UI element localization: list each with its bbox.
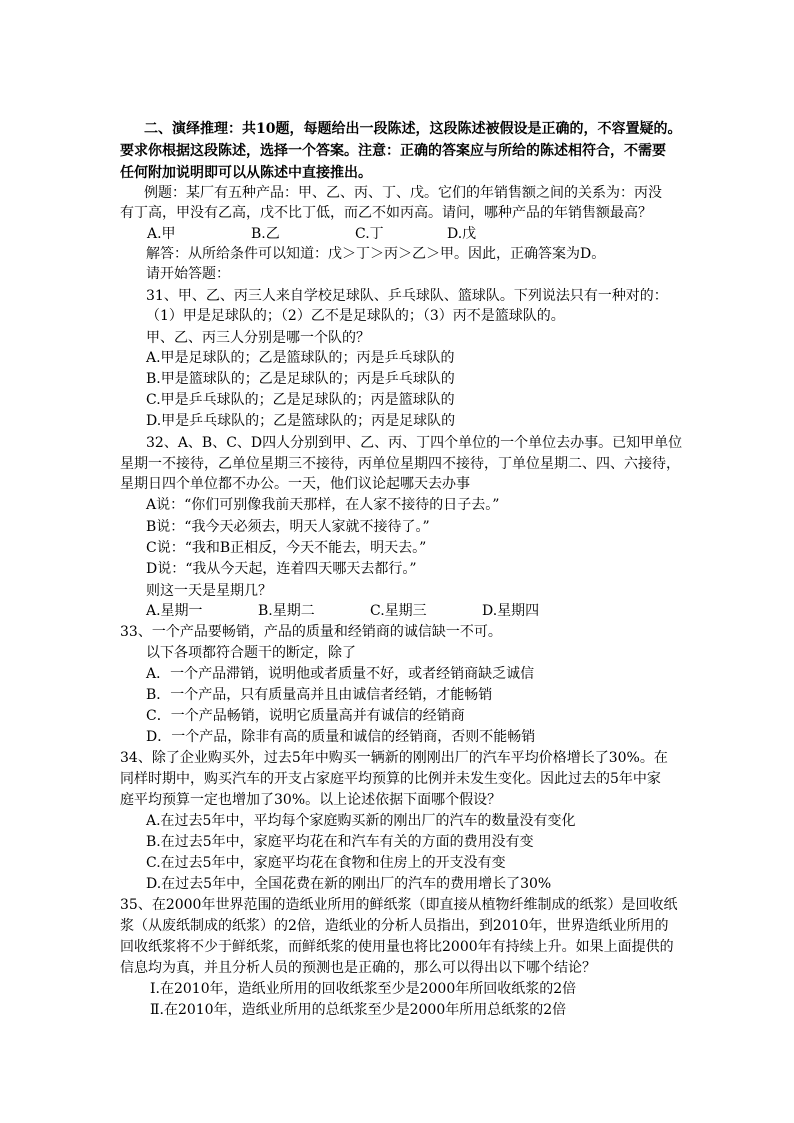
example-text: 有丁高，甲没有乙高，戊不比丁低，而乙不如丙高。请问，哪种产品的年销售额最高？ — [120, 205, 652, 221]
option-b: B.乙 — [251, 226, 280, 242]
instruction-line: 要求你根据这段陈述，选择一个答案。注意：正确的答案应与所给的陈述相符合，不需要 — [120, 143, 666, 159]
question-35-text: 浆（从废纸制成的纸浆）的2倍，造纸业的分析人员指出，到2010年，世界造纸业所用的 — [120, 918, 669, 934]
question-33: 33、一个产品要畅销，产品的质量和经销商的诚信缺一不可。 — [120, 624, 502, 640]
question-34-text: 同样时期中，购买汽车的开支占家庭平均预算的比例并未发生变化。因此过去的5年中家 — [120, 771, 661, 787]
option-c: C.甲是乒乓球队的；乙是足球队的；丙是篮球队的 — [146, 392, 455, 408]
question-35-text: 回收纸浆将不少于鲜纸浆，而鲜纸浆的使用量也将比2000年有持续上升。如果上面提供的 — [120, 939, 674, 955]
question-32-text: 星期日四个单位都不办公。一天，他们议论起哪天去办事 — [120, 476, 470, 492]
option-b: B.甲是篮球队的；乙是足球队的；丙是乒乓球队的 — [146, 371, 455, 387]
question-31-statements: （1）甲是足球队的；（2）乙不是足球队的；（3）丙不是篮球队的。 — [146, 308, 565, 324]
option-d: D.戊 — [447, 226, 477, 242]
statement-c: C说：“我和B正相反，今天不能去，明天去。” — [146, 540, 427, 556]
option-d: D.在过去5年中，全国花费在新的刚出厂的汽车的费用增长了30% — [146, 876, 552, 892]
option-d: D．一个产品，除非有高的质量和诚信的经销商，否则不能畅销 — [146, 729, 536, 745]
question-34: 34、除了企业购买外，过去5年中购买一辆新的刚刚出厂的汽车平均价格增长了30%。在 — [120, 750, 668, 766]
question-32-text: 星期一不接待，乙单位星期三不接待，丙单位星期四不接待，丁单位星期二、四、六接待， — [120, 456, 680, 472]
question-33-ask: 以下各项都符合题干的断定，除了 — [146, 645, 356, 661]
option-b: B．一个产品，只有质量高并且由诚信者经销，才能畅销 — [146, 687, 493, 703]
section-heading: 二、演绎推理：共10题，每题给出一段陈述，这段陈述被假设是正确的，不容置疑的。 — [144, 121, 682, 137]
question-31: 31、甲、乙、丙三人来自学校足球队、乒乓球队、篮球队。下列说法只有一种对的： — [146, 288, 668, 304]
statement-b: B说：“我今天必须去，明天人家就不接待了。” — [146, 519, 430, 535]
conclusion-2: Ⅱ.在2010年，造纸业所用的总纸浆至少是2000年所用总纸浆的2倍 — [150, 1002, 567, 1018]
option-a: A.甲 — [147, 226, 176, 242]
option-b: B.星期二 — [258, 603, 315, 619]
option-c: C.丁 — [355, 226, 384, 242]
example-text: 例题：某厂有五种产品：甲、乙、丙、丁、戊。它们的年销售额之间的关系为：丙没 — [144, 185, 662, 201]
option-c: C．一个产品畅销，说明它质量高并有诚信的经销商 — [146, 708, 465, 724]
option-c: C.在过去5年中，家庭平均花在食物和住房上的开支没有变 — [146, 855, 506, 871]
option-a: A.甲是足球队的；乙是篮球队的；丙是乒乓球队的 — [146, 350, 455, 366]
question-31-ask: 甲、乙、丙三人分别是哪一个队的？ — [146, 330, 370, 346]
question-35: 35、在2000年世界范围的造纸业所用的鲜纸浆（即直接从植物纤维制成的纸浆）是回收纸 — [120, 897, 678, 913]
option-c: C.星期三 — [370, 603, 427, 619]
option-a: A.在过去5年中，平均每个家庭购买新的刚出厂的汽车的数量没有变化 — [146, 813, 576, 829]
conclusion-1: Ⅰ.在2010年，造纸业所用的回收纸浆至少是2000年所回收纸浆的2倍 — [150, 981, 577, 997]
option-a: A.星期一 — [146, 603, 203, 619]
question-32: 32、A、B、C、D四人分别到甲、乙、丙、丁四个单位的一个单位去办事。已知甲单位 — [146, 435, 683, 451]
question-32-ask: 则这一天是星期几？ — [146, 583, 272, 599]
start-prompt: 请开始答题： — [146, 266, 230, 282]
statement-a: A说：“你们可别像我前天那样，在人家不接待的日子去。” — [146, 497, 500, 513]
option-a: A．一个产品滞销，说明他或者质量不好，或者经销商缺乏诚信 — [146, 666, 535, 682]
question-35-ask: 信息均为真，并且分析人员的预测也是正确的，那么可以得出以下哪个结论？ — [120, 960, 596, 976]
option-d: D.甲是乒乓球队的；乙是篮球队的；丙是足球队的 — [146, 413, 456, 429]
instruction-line: 任何附加说明即可以从陈述中直接推出。 — [120, 165, 372, 181]
option-d: D.星期四 — [482, 603, 540, 619]
question-34-text: 庭平均预算一定也增加了30%。以上论述依据下面哪个假设？ — [120, 792, 502, 808]
example-answer: 解答：从所给条件可以知道：戊＞丁＞丙＞乙＞甲。因此，正确答案为D。 — [146, 246, 606, 262]
option-b: B.在过去5年中，家庭平均花在和汽车有关的方面的费用没有变 — [146, 834, 534, 850]
statement-d: D说：“我从今天起，连着四天哪天去都行。” — [146, 561, 417, 577]
